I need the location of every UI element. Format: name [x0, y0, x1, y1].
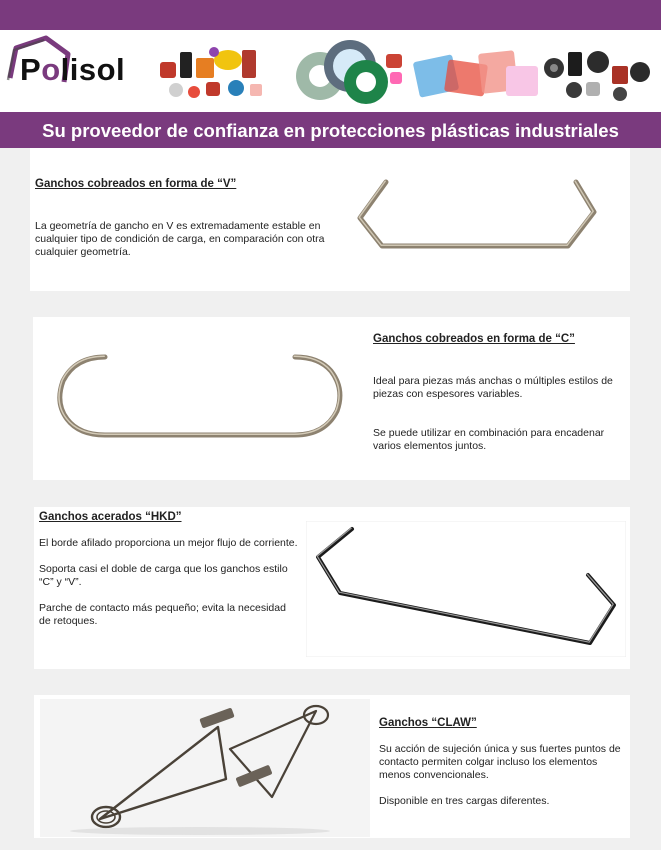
section-title: Ganchos cobreados en forma de “V”	[35, 178, 237, 190]
tagline: Su proveedor de confianza en protecciones plásticas industriales	[42, 120, 619, 141]
logo-wordmark: Polisol	[20, 52, 126, 87]
claw-hook-image	[40, 699, 370, 837]
top-bar	[0, 0, 661, 30]
v-hook-image	[356, 178, 600, 250]
section-hkd-hooks	[34, 507, 630, 669]
hkd-hook-image	[306, 521, 626, 657]
section-claw-hooks	[34, 695, 630, 838]
c-hook-image	[55, 351, 345, 441]
section-description: El borde afilado proporciona un mejor flujo de corriente. Soporta casi el doble de carga que los ganchos estilo “C” y “V”. Parche de contacto más pequeño; evita la necesidad de retoques.	[39, 537, 298, 627]
section-title: Ganchos acerados “HKD”	[39, 511, 182, 523]
polisol-logo[interactable]	[6, 34, 146, 106]
section-description: Su acción de sujeción única y sus fuertes puntos de contacto permiten colgar incluso los elementos menos convencionales. Disponible en tres cargas diferentes.	[379, 743, 621, 807]
tagline-bar	[0, 112, 661, 148]
section-v-hooks	[30, 148, 630, 291]
section-description: Ideal para piezas más anchas o múltiples estilos de piezas con espesores variables. Se puede utilizar en combinación para encadenar varios elementos juntos.	[373, 375, 613, 452]
section-description: La geometría de gancho en V es extremadamente estable en cualquier tipo de condición de carga, en comparación con otra cualquier geometría.	[35, 220, 325, 258]
section-title: Ganchos “CLAW”	[379, 717, 477, 729]
products-collage-image	[150, 32, 658, 110]
section-title: Ganchos cobreados en forma de “C”	[373, 333, 575, 345]
header-banner	[0, 30, 661, 112]
section-c-hooks	[33, 317, 630, 480]
